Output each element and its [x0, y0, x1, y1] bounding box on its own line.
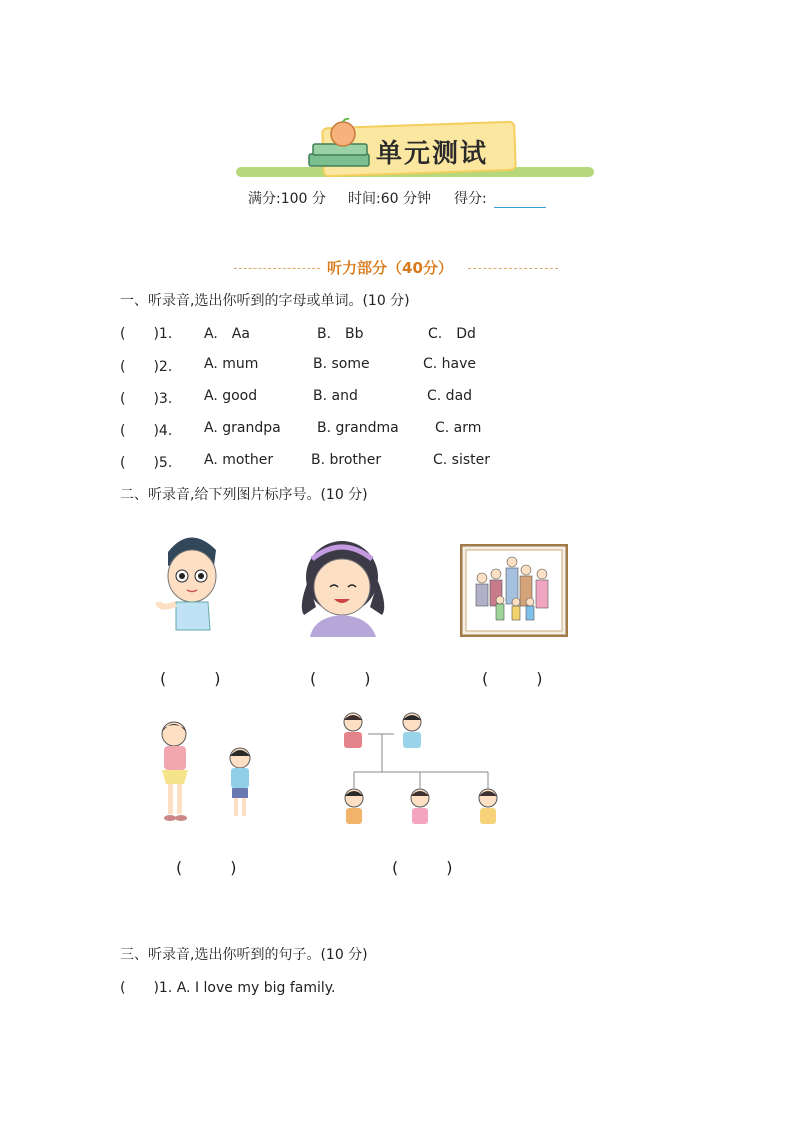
q2-blank-3[interactable]: ( ) — [482, 669, 543, 688]
q2-blank-4[interactable]: ( ) — [176, 858, 237, 877]
listening-header: 听力部分（40分） — [327, 259, 453, 277]
banner-title: 单元测试 — [376, 139, 489, 169]
score-blank[interactable] — [494, 207, 546, 208]
q1-item-3-c: C. dad — [427, 388, 473, 404]
q1-item-5-b: B. brother — [311, 452, 382, 468]
q1-title: 一、听录音,选出你听到的字母或单词。(10 分) — [120, 293, 410, 309]
q1-item-4-num[interactable]: ( )4. — [120, 423, 173, 439]
q1-item-4-c: C. arm — [435, 420, 482, 436]
boy-picture — [154, 530, 228, 636]
q1-item-3-a: A. good — [204, 388, 258, 404]
q1-item-4-a: A. grandpa — [204, 420, 281, 436]
q3-item-1[interactable]: ( )1. A. I love my big family. — [120, 980, 336, 996]
q1-item-1-c: C. Dd — [428, 326, 476, 342]
full-marks: 满分:100 分 — [248, 191, 326, 207]
q1-item-3-b: B. and — [313, 388, 358, 404]
q1-item-5-num[interactable]: ( )5. — [120, 455, 173, 471]
books-apple-icon — [305, 118, 377, 174]
q1-item-2-c: C. have — [423, 356, 477, 372]
q1-item-1-b: B. Bb — [317, 326, 364, 342]
q2-blank-5[interactable]: ( ) — [392, 858, 453, 877]
q1-item-5-a: A. mother — [204, 452, 274, 468]
q1-item-2-a: A. mum — [204, 356, 259, 372]
girl-and-boy-picture — [154, 718, 260, 826]
q2-blank-2[interactable]: ( ) — [310, 669, 371, 688]
q2-blank-1[interactable]: ( ) — [160, 669, 221, 688]
q1-item-2-b: B. some — [313, 356, 370, 372]
q1-item-5-c: C. sister — [433, 452, 491, 468]
q1-item-1-a: A. Aa — [204, 326, 250, 342]
family-tree-picture — [338, 708, 508, 826]
time-limit: 时间:60 分钟 — [348, 191, 431, 207]
divider-left — [234, 268, 320, 269]
q1-item-4-b: B. grandma — [317, 420, 399, 436]
divider-right — [468, 268, 558, 269]
q3-title: 三、听录音,选出你听到的句子。(10 分) — [120, 947, 368, 963]
q1-item-3-num[interactable]: ( )3. — [120, 391, 173, 407]
score-label: 得分: — [454, 191, 487, 207]
q2-title: 二、听录音,给下列图片标序号。(10 分) — [120, 487, 368, 503]
girl-picture — [294, 537, 392, 637]
q1-item-2-num[interactable]: ( )2. — [120, 359, 173, 375]
family-photo-picture — [460, 544, 568, 637]
q1-item-1-num[interactable]: ( )1. — [120, 326, 173, 342]
